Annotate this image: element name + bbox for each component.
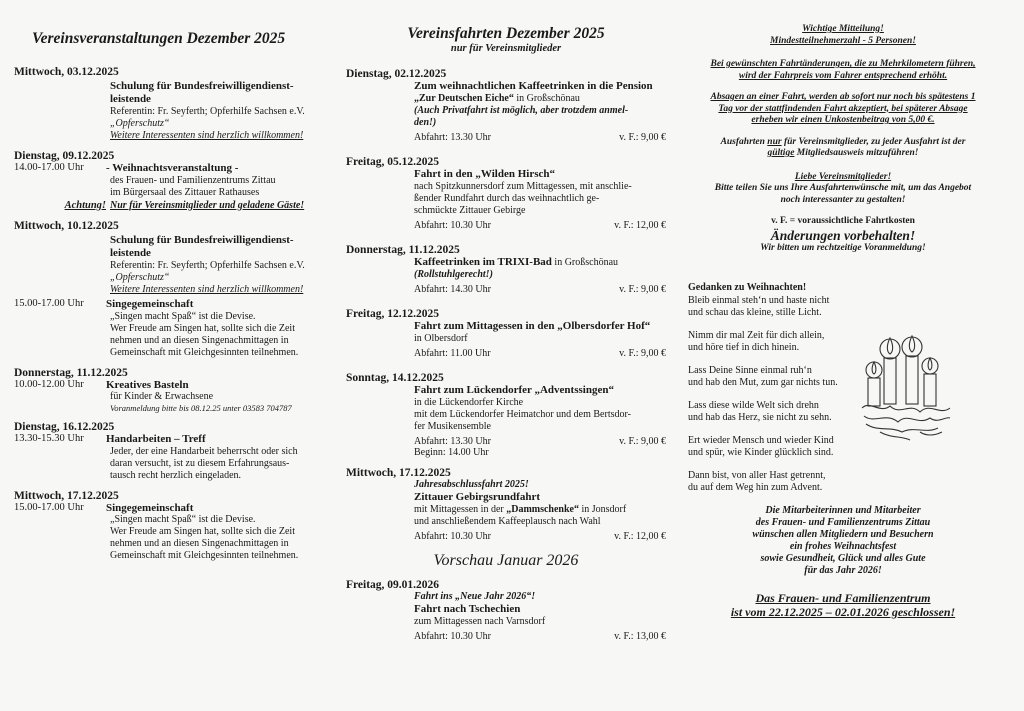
trip-title: Fahrt in den „Wilden Hirsch“ (414, 168, 555, 180)
notice-line: noch interessanter zu gestalten! (780, 194, 906, 205)
warning-label: Achtung! (64, 199, 106, 211)
greeting-line: für das Jahr 2026! (804, 564, 882, 576)
trip-line: mit Mittagessen in der (414, 504, 507, 515)
trip-05-12 (346, 156, 666, 231)
notice-text: für Vereinsmitglieder, zu jeder Ausfahrt ist der (781, 136, 966, 147)
event-date: Donnerstag, 11.12.2025 (14, 366, 128, 379)
trip-line: ßender Rundfahrt durch das weihnachtlich ge- (414, 193, 600, 204)
trip-date: Freitag, 09.01.2026 (346, 579, 440, 591)
trip-place: in Jonsdorf (579, 504, 627, 515)
event-time: 13.30-15.30 Uhr (14, 433, 84, 444)
greeting-line: ein frohes Weihnachtsfest (789, 540, 897, 552)
event-title: Schulung für Bundesfreiwilligendienst- (110, 80, 294, 92)
poem-title: Gedanken zu Weihnachten! (688, 282, 807, 293)
trip-date: Freitag, 05.12.2025 (346, 156, 440, 168)
event-line: für Kinder & Erwachsene (110, 391, 214, 402)
event-title-cont: leistende (110, 247, 151, 259)
trip-note-cont: den!) (414, 117, 437, 128)
info-column (676, 0, 1010, 619)
event-speaker: Referentin: Fr. Seyferth; Opferhilfe Sachsen e.V. (110, 106, 305, 117)
departure-time: Abfahrt: 10.30 Uhr (414, 220, 491, 231)
fare-price: v. F.: 12,00 € (614, 220, 666, 231)
trip-line: schmückte Zittauer Gebirge (414, 205, 526, 216)
event-title: Handarbeiten – Treff (106, 433, 206, 445)
trip-line: fer Musikensemble (414, 421, 491, 432)
poem-line: und höre tief in dich hinein. (688, 342, 800, 353)
trip-label: Jahresabschlussfahrt 2025! (414, 479, 529, 490)
event-date: Dienstag, 16.12.2025 (14, 421, 115, 433)
departure-time: Abfahrt: 13.30 Uhr (414, 436, 491, 447)
poem-line: und spür, wie Kinder glücklich sind. (688, 447, 834, 458)
poem-line: Lass Deine Sinne einmal ruh‘n (688, 364, 812, 376)
event-title: Singegemeinschaft (106, 501, 194, 514)
poem-line: Lass diese wilde Welt sich drehn (688, 399, 819, 411)
trip-title: Kaffeetrinken im TRIXI-Bad (414, 256, 552, 268)
event-line: daran versucht, ist zu diesem Erfahrungsaus- (110, 457, 290, 469)
event-note: Weitere Interessenten sind herzlich willkommen! (110, 284, 304, 295)
poem-line: und hab den Mut, zum gar nichts tun. (688, 377, 838, 388)
events-column (14, 0, 336, 562)
events-heading: Vereinsveranstaltungen Dezember 2025 (32, 30, 286, 47)
trip-12-12 (346, 308, 666, 359)
trip-line: und anschließendem Kaffeeplausch nach Wahl (414, 516, 601, 527)
fare-price: v. F.: 9,00 € (619, 284, 666, 295)
changes-reserved: Änderungen vorbehalten! (770, 227, 916, 243)
notice-line: Absagen an einer Fahrt, werden ab sofort nur noch bis spätestens 1 (710, 92, 976, 102)
event-line: Gemeinschaft mit Gleichgesinnten teilnehmen. (110, 550, 299, 561)
staff-greeting (676, 505, 1010, 577)
notice-line: Bitte teilen Sie uns Ihre Ausfahrtenwünsche mit, um das Angebot (714, 183, 972, 193)
poem-line: Nimm dir mal Zeit für dich allein, (688, 329, 825, 341)
event-time: 15.00-17.00 Uhr (14, 501, 84, 513)
trip-line: nach Spitzkunnersdorf zum Mittagessen, mit anschlie- (414, 181, 632, 192)
event-title: Kreatives Basteln (106, 378, 189, 391)
event-speaker: Referentin: Fr. Seyferth; Opferhilfe Sachsen e.V. (110, 260, 305, 271)
trip-date: Sonntag, 14.12.2025 (346, 372, 444, 384)
notice-line: erheben wir einen Unkostenbeitrag von 5,00 €. (751, 115, 935, 125)
registration-request: Wir bitten um rechtzeitige Voranmeldung! (760, 242, 926, 253)
event-registration: Voranmeldung bitte bis 08.12.25 unter 03583 704787 (110, 403, 292, 413)
event-title: Schulung für Bundesfreiwilligendienst- (110, 234, 294, 246)
trips-subheading: nur für Vereinsmitglieder (450, 43, 562, 54)
event-note: Weitere Interessenten sind herzlich willkommen! (110, 130, 304, 141)
warning-note: Nur für Vereinsmitglieder und geladene Gäste! (110, 199, 305, 211)
event-line: Jeder, der eine Handarbeit beherrscht oder sich (110, 445, 298, 457)
trip-11-12 (346, 244, 666, 295)
event-09-12 (14, 150, 336, 212)
trip-date: Freitag, 12.12.2025 (346, 308, 440, 320)
event-line: „Singen macht Spaß“ ist die Devise. (110, 310, 256, 322)
event-17-12 (14, 490, 336, 563)
trip-17-12 (346, 467, 666, 542)
trip-label: Fahrt ins „Neue Jahr 2026“! (414, 591, 536, 602)
greeting-line: wünschen allen Mitgliedern und Besuchern (752, 528, 934, 540)
departure-time: Abfahrt: 13.30 Uhr (414, 132, 491, 143)
trip-title: Zittauer Gebirgsrundfahrt (414, 491, 540, 503)
event-line: „Singen macht Spaß“ ist die Devise. (110, 514, 256, 525)
start-time: Beginn: 14.00 Uhr (414, 447, 489, 458)
fare-price: v. F.: 9,00 € (619, 348, 666, 359)
event-date: Dienstag, 09.12.2025 (14, 150, 115, 162)
trip-place: in Großschönau (551, 257, 619, 268)
event-date: Mittwoch, 10.12.2025 (14, 220, 119, 232)
trip-14-12 (346, 372, 666, 459)
event-16-12 (14, 421, 336, 482)
event-line: tausch recht herzlich eingeladen. (110, 469, 242, 481)
event-time: 14.00-17.00 Uhr (14, 162, 84, 173)
notice-line: Tag vor der stattfindenden Fahrt akzeptiert, bei späterer Absage (718, 103, 968, 114)
trips-column (346, 0, 666, 642)
notice-emphasis: nur (767, 136, 782, 147)
notice-line: Bei gewünschten Fahrtänderungen, die zu Mehrkilometern führen, (710, 59, 976, 69)
greeting-line: des Frauen- und Familienzentrums Zittau (755, 516, 931, 528)
greeting-line: sowie Gesundheit, Glück und alles Gute (760, 552, 926, 564)
event-line: Gemeinschaft mit Gleichgesinnten teilnehmen. (110, 346, 299, 358)
event-time: 10.00-12.00 Uhr (14, 378, 84, 390)
important-notice: Wichtige Mitteilung! (802, 24, 884, 34)
trip-date: Dienstag, 02.12.2025 (346, 68, 447, 80)
trip-09-01 (346, 579, 666, 642)
notice-text: Mitgliedsausweis mitzuführen! (794, 148, 919, 158)
preview-heading: Vorschau Januar 2026 (433, 552, 579, 569)
fare-price: v. F.: 13,00 € (614, 631, 666, 642)
fare-legend: v. F. = voraussichtliche Fahrtkosten (771, 216, 915, 226)
fare-price: v. F.: 9,00 € (619, 132, 666, 143)
members-greeting: Liebe Vereinsmitglieder! (794, 171, 892, 182)
event-title: - Weihnachtsveranstaltung - (106, 162, 239, 174)
event-line: im Bürgersaal des Zittauer Rathauses (110, 186, 260, 198)
trip-line: mit dem Lückendorfer Heimatchor und dem Bertsdor- (414, 409, 631, 420)
event-11-12 (14, 367, 336, 414)
closure-notice: Das Frauen- und Familienzentrum (755, 590, 931, 605)
event-10-12 (14, 220, 336, 359)
poem-line: Ert wieder Mensch und wieder Kind (688, 434, 834, 446)
trip-place: in Großschönau (513, 93, 580, 104)
closure-dates: ist vom 22.12.2025 – 02.01.2026 geschlossen! (730, 604, 956, 619)
fare-price: v. F.: 12,00 € (614, 531, 666, 542)
event-time: 15.00-17.00 Uhr (14, 298, 84, 309)
trip-02-12 (346, 68, 666, 143)
trip-date: Donnerstag, 11.12.2025 (346, 244, 460, 256)
trip-title: Zum weihnachtlichen Kaffeetrinken in die Pension (414, 80, 653, 92)
event-title-cont: leistende (110, 93, 151, 105)
poem-line: Bleib einmal steh‘n und haste nicht (688, 294, 830, 306)
departure-time: Abfahrt: 10.30 Uhr (414, 631, 491, 642)
trip-venue: „Zur Deutschen Eiche“ (414, 93, 514, 104)
trip-line: zum Mittagessen nach Varnsdorf (414, 616, 546, 627)
trip-note: (Auch Privatfahrt ist möglich, aber trotzdem anmel- (414, 105, 629, 116)
departure-time: Abfahrt: 10.30 Uhr (414, 531, 491, 542)
trip-title: Fahrt nach Tschechien (414, 603, 521, 615)
event-03-12 (14, 66, 336, 142)
departure-time: Abfahrt: 14.30 Uhr (414, 284, 491, 295)
event-date: Mittwoch, 17.12.2025 (14, 489, 119, 502)
event-topic: „Opferschutz“ (110, 272, 170, 283)
min-participants: Mindestteilnehmerzahl - 5 Personen! (770, 35, 916, 46)
greeting-line: Die Mitarbeiterinnen und Mitarbeiter (765, 504, 921, 516)
trip-date: Mittwoch, 17.12.2025 (346, 467, 451, 479)
notice-text: Ausfahrten (720, 136, 768, 147)
event-line: Wer Freude am Singen hat, sollte sich die Zeit (110, 322, 295, 334)
trip-line: in Olbersdorf (414, 333, 468, 344)
poem-line: Dann bist, von aller Hast getrennt, (688, 469, 826, 481)
trip-venue: „Dammschenke“ (506, 504, 579, 515)
poem-line: und schau das kleine, stille Licht. (688, 307, 822, 318)
trip-title: Fahrt zum Mittagessen in den „Olbersdorfer Hof“ (414, 320, 651, 332)
trips-heading: Vereinsfahrten Dezember 2025 (407, 25, 605, 42)
event-title: Singegemeinschaft (106, 298, 194, 310)
event-date: Mittwoch, 03.12.2025 (14, 66, 119, 78)
event-topic: „Opferschutz“ (110, 118, 170, 129)
trip-line: in die Lückendorfer Kirche (414, 397, 524, 408)
trip-note: (Rollstuhlgerecht!) (414, 269, 493, 280)
departure-time: Abfahrt: 11.00 Uhr (414, 348, 491, 359)
event-line: nehmen und an diesen Singenachmittagen in (110, 538, 289, 549)
event-line: nehmen und an diesen Singenachmittagen in (110, 334, 289, 346)
trip-title: Fahrt zum Lückendorfer „Adventssingen“ (414, 384, 614, 396)
event-line: Wer Freude am Singen hat, sollte sich die Zeit (110, 526, 295, 537)
notice-emphasis: gültige (767, 148, 795, 158)
poem-line: und hab das Herz, sie nicht zu sehn. (688, 412, 832, 423)
poem-line: du auf dem Weg hin zum Advent. (688, 482, 823, 493)
fare-price: v. F.: 9,00 € (619, 436, 666, 447)
christmas-poem (676, 282, 1010, 495)
advent-candles-icon (860, 332, 952, 442)
event-line: des Frauen- und Familienzentrums Zittau (110, 174, 276, 186)
notice-line: wird der Fahrpreis vom Fahrer entsprechend erhöht. (738, 70, 948, 81)
